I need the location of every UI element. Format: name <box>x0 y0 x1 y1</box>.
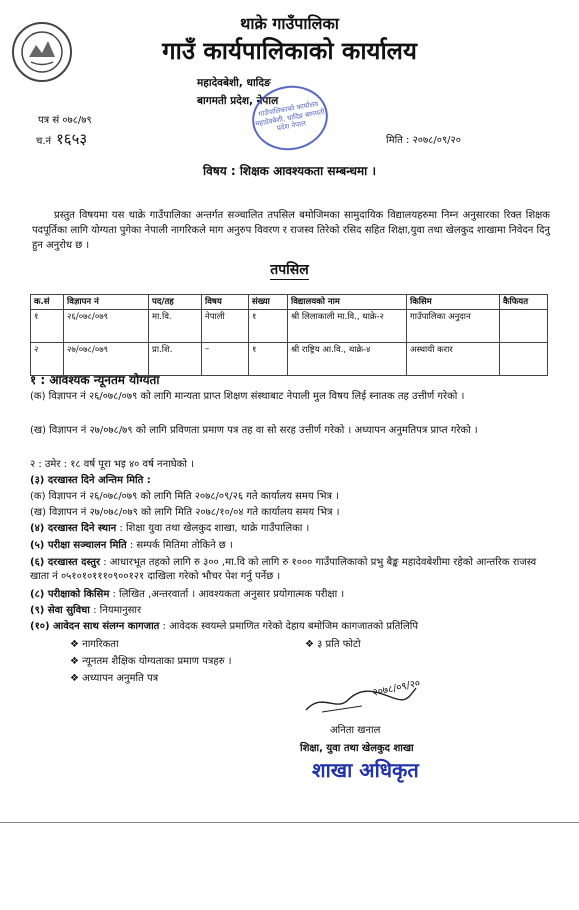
exam-type: (८) परीक्षाको किसिम : लिखित ,अन्तरवार्ता । आवश्यकता अनुसार प्रयोगात्मक परीक्षा । <box>30 589 345 600</box>
designation-stamp: शाखा अधिकृत <box>312 758 419 782</box>
application-place: (४) दरखास्त दिने स्थान : शिक्षा युवा तथा खेलकुद शाखा, थाक्रे गाउँपालिका । <box>30 523 310 534</box>
table-cell: – <box>202 343 249 376</box>
table-cell: २ <box>31 343 64 376</box>
bullet-icon: ❖ <box>70 656 79 667</box>
col-count: संख्या <box>249 295 288 310</box>
address-line-2: बागमती प्रदेश, नेपाल <box>197 95 279 107</box>
table-header-row <box>31 295 548 310</box>
table-cell: १ <box>31 310 64 343</box>
table-cell: २६/०७८/०७९ <box>64 310 149 343</box>
table-cell: १ <box>249 343 288 376</box>
col-school: विद्यालयको नाम <box>288 295 407 310</box>
bullet-icon: ❖ <box>305 639 314 650</box>
table-cell: प्रा.शि. <box>149 343 202 376</box>
deadline-a: (क) विज्ञापन नं २६/०७८/०७९ को लागि मिति २०७८/०९/२६ गते कार्यालय समय भित्र । <box>30 491 339 502</box>
list-item: ❖ अध्यापन अनुमति पत्र <box>70 673 159 684</box>
table-cell: मा.वि. <box>149 310 202 343</box>
bullet-icon: ❖ <box>70 673 79 684</box>
chalani-label: च.नं <box>36 136 52 147</box>
subject-line: विषय : शिक्षक आवश्यकता सम्बन्धमा । <box>202 164 376 178</box>
age-requirement: २ : उमेर : १८ वर्ष पूरा भइ ४० वर्ष ननाघेको । <box>30 459 194 470</box>
table-cell <box>500 310 548 343</box>
office-stamp: गाउँपालिकाको कार्यालय महादेवबेशी, धादिङ बागमती प्रदेश नेपाल <box>247 80 333 156</box>
municipality-name: थाक्रे गाउँपालिका <box>240 14 339 33</box>
required-documents: (१०) आवेदन साथ संलग्न कागजात : आवेदक स्वयम्ले प्रमाणित गरेको देहाय बमोजिम कागजातको प्रतिलिपि <box>30 621 418 632</box>
col-post: पद/तह <box>149 295 202 310</box>
list-item: ❖ न्यूनतम शैक्षिक योग्यताका प्रमाण पत्रहरु । <box>70 656 232 667</box>
table-cell: १ <box>249 310 288 343</box>
letter-date: मिति : २०७८/०९/२० <box>386 135 461 146</box>
signatory-department: शिक्षा, युवा तथा खेलकुद शाखा <box>300 743 414 754</box>
list-item: ❖ नागरिकता <box>70 639 119 650</box>
qualification-a: (क) विज्ञापन नं २६/०७८/०७९ को लागि मान्यता प्राप्त शिक्षण संस्थाबाट नेपाली मुल विषय लिई स्नातक तह उत्तीर्ण गरेको । <box>30 391 465 402</box>
list-item: ❖ ३ प्रति फोटो <box>305 639 361 650</box>
bottom-divider <box>0 822 579 823</box>
bullet-icon: ❖ <box>70 639 79 650</box>
signature-date: २०७८/०९/२० <box>371 678 422 699</box>
table-cell: श्री राष्ट्रिय आ.वि., थाक्रे-४ <box>288 343 407 376</box>
table-cell: श्री लिलाकाली मा.वि., थाक्रे-२ <box>288 310 407 343</box>
col-serial: क.सं <box>31 295 64 310</box>
col-ad-number: विज्ञापन नं <box>64 295 149 310</box>
office-title: गाउँ कार्यपालिकाको कार्यालय <box>162 37 417 65</box>
application-fee: (६) दरखास्त दस्तुर : आधारभूत तहको लागि रु ३०० ,मा.वि को लागि रु १००० गाउँपालिकाको प्रभु बैङ्क महादेवबेशीमा रहेको आन्तरिक राजस्व खाता नं ०५१०१०१११०९००१२१ दाखिला गरेको भौचर पेश गर्नु पर्नेछ । <box>30 557 537 582</box>
intro-paragraph: प्रस्तुत विषयमा यस थाक्रे गाउँपालिका अन्तर्गत सञ्चालित तपसिल बमोजिमका सामुदायिक विद्यालयहरुमा निम्न अनुसारका रिक्त शिक्षक पदपूर्तिका लागि योग्यता पुगेका नेपाली नागरिकले माग अनुरुप विवरण र राजस्व तिरेको रसिद सहित शिक्षा,युवा तथा खेलकुद शाखामा निवेदन दिनु हुन अनुरोध छ । <box>32 210 550 251</box>
col-remarks: कैफियत <box>500 295 548 310</box>
vacancy-table <box>30 294 548 376</box>
chalani-number: १६५३ <box>56 130 88 148</box>
table-cell: अस्थायी करार <box>407 343 500 376</box>
address-line-1: महादेवबेशी, धादिङ <box>197 77 271 89</box>
table-cell: गाउँपालिका अनुदान <box>407 310 500 343</box>
table-cell <box>500 343 548 376</box>
signatory-name: अनिता खनाल <box>330 725 381 736</box>
service-facility: (९) सेवा सुविधा : नियमानुसार <box>30 605 142 616</box>
qualification-heading: १ : आवश्यक न्यूनतम योग्यता <box>30 373 160 387</box>
table-cell: २७/०७८/०७९ <box>64 343 149 376</box>
exam-date: (५) परीक्षा सञ्चालन मिति : सम्पर्क मितिमा तोकिने छ । <box>30 540 233 551</box>
deadline-b: (ख) विज्ञापन नं २७/०७८/०७९ को लागि मिति २०७८/१०/०४ गते कार्यालय समय भित्र । <box>30 507 340 518</box>
deadline-heading: (३) दरखास्त दिने अन्तिम मिति : <box>30 475 151 486</box>
patra-number: पत्र सं ०७८/७९ <box>38 115 92 126</box>
table-row <box>31 310 548 343</box>
qualification-b: (ख) विज्ञापन नं २७/०७८/७९ को लागि प्रविणता प्रमाण पत्र तह वा सो सरह उत्तीर्ण गरेको । अध्यापन अनुमतिपत्र प्राप्त गरेको । <box>30 425 478 436</box>
table-cell: नेपाली <box>202 310 249 343</box>
col-subject: विषय <box>202 295 249 310</box>
col-type: किसिम <box>407 295 500 310</box>
tapasil-heading: तपसिल <box>270 262 309 278</box>
